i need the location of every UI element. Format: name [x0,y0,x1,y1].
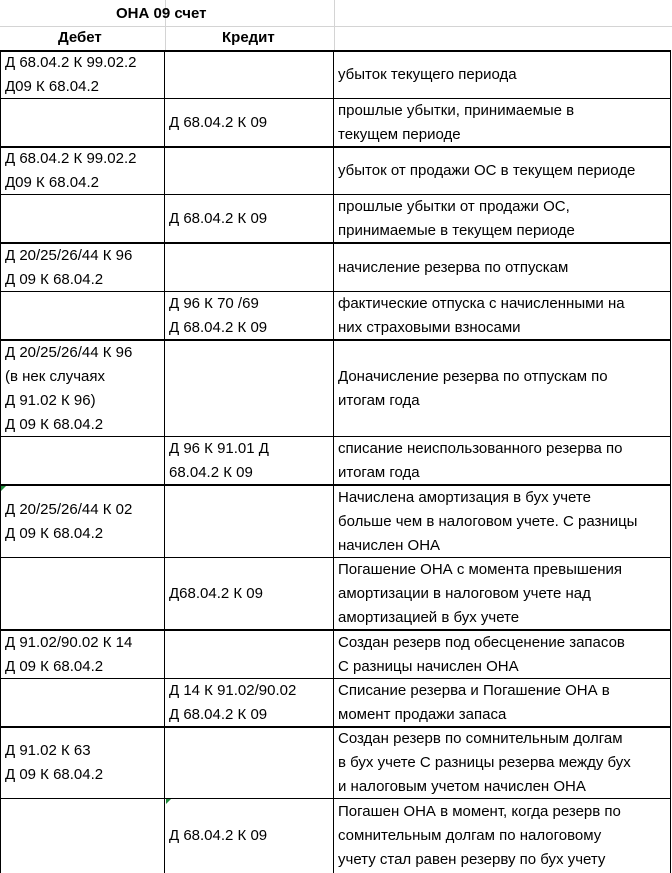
table-row [0,341,671,437]
table-row [0,728,671,799]
description-cell[interactable]: Начислена амортизация в бух учете больше чем в налоговом учете. С разницы начислен ОНА [334,486,671,557]
cell-comment-marker [166,799,171,804]
description-cell[interactable]: Погашен ОНА в момент, когда резерв по сомнительным долгам по налоговому учету стал равен резерву по бух учету [334,799,671,873]
table-row [0,195,671,244]
credit-cell[interactable]: Д 68.04.2 К 09 [165,195,334,242]
table-row [0,99,671,148]
description-cell[interactable]: Погашение ОНА с момента превышения амортизации в налоговом учете над амортизацией в бух учете [334,558,671,629]
table-row [0,148,671,195]
debit-cell[interactable] [0,799,165,873]
description-cell[interactable]: убыток от продажи ОС в текущем периоде [334,148,671,194]
column-header-credit: Кредит [222,29,275,46]
description-cell[interactable]: списание неиспользованного резерва по итогам года [334,437,671,484]
entries-table [0,50,671,873]
table-row [0,558,671,631]
table-row [0,799,671,873]
credit-cell[interactable]: Д68.04.2 К 09 [165,558,334,629]
debit-cell[interactable]: Д 68.04.2 К 99.02.2 Д09 К 68.04.2 [0,52,165,98]
debit-cell[interactable] [0,558,165,629]
credit-cell[interactable] [165,244,334,291]
table-row [0,679,671,728]
credit-cell[interactable] [165,486,334,557]
credit-cell[interactable]: Д 96 К 70 /69 Д 68.04.2 К 09 [165,292,334,339]
gridline [334,0,335,50]
debit-cell[interactable] [0,195,165,242]
debit-cell[interactable] [0,99,165,146]
description-cell[interactable]: начисление резерва по отпускам [334,244,671,291]
description-cell[interactable]: убыток текущего периода [334,52,671,98]
table-row [0,52,671,99]
description-cell[interactable]: фактические отпуска с начисленными на них страховыми взносами [334,292,671,339]
debit-cell[interactable]: Д 91.02/90.02 К 14 Д 09 К 68.04.2 [0,631,165,678]
debit-cell[interactable] [0,437,165,484]
description-cell[interactable]: прошлые убытки от продажи ОС, принимаемые в текущем периоде [334,195,671,242]
credit-cell[interactable]: Д 14 К 91.02/90.02 Д 68.04.2 К 09 [165,679,334,726]
credit-cell[interactable]: Д 96 К 91.01 Д 68.04.2 К 09 [165,437,334,484]
sheet-title: ОНА 09 счет [116,5,207,22]
debit-cell[interactable]: Д 20/25/26/44 К 02 Д 09 К 68.04.2 [0,486,165,557]
credit-cell[interactable] [165,631,334,678]
credit-cell[interactable] [165,341,334,436]
debit-cell[interactable] [0,292,165,339]
table-row [0,292,671,341]
gridline [0,26,672,27]
debit-cell[interactable]: Д 20/25/26/44 К 96 Д 09 К 68.04.2 [0,244,165,291]
column-header-debit: Дебет [58,29,102,46]
credit-cell[interactable]: Д 68.04.2 К 09 [165,799,334,873]
credit-cell[interactable]: Д 68.04.2 К 09 [165,99,334,146]
debit-cell[interactable]: Д 68.04.2 К 99.02.2 Д09 К 68.04.2 [0,148,165,194]
table-row [0,437,671,486]
debit-cell[interactable] [0,679,165,726]
credit-cell[interactable] [165,728,334,798]
cell-comment-marker [1,486,6,491]
description-cell[interactable]: Создан резерв под обесценение запасов С разницы начислен ОНА [334,631,671,678]
credit-cell[interactable] [165,52,334,98]
credit-cell[interactable] [165,148,334,194]
table-row [0,486,671,558]
debit-cell[interactable]: Д 20/25/26/44 К 96 (в нек случаях Д 91.02 К 96) Д 09 К 68.04.2 [0,341,165,436]
description-cell[interactable]: Создан резерв по сомнительным долгам в бух учете С разницы резерва между бух и налоговым учетом начислен ОНА [334,728,671,798]
table-row [0,244,671,292]
description-cell[interactable]: прошлые убытки, принимаемые в текущем периоде [334,99,671,146]
description-cell[interactable]: Списание резерва и Погашение ОНА в момент продажи запаса [334,679,671,726]
description-cell[interactable]: Доначисление резерва по отпускам по итогам года [334,341,671,436]
debit-cell[interactable]: Д 91.02 К 63 Д 09 К 68.04.2 [0,728,165,798]
table-row [0,631,671,679]
